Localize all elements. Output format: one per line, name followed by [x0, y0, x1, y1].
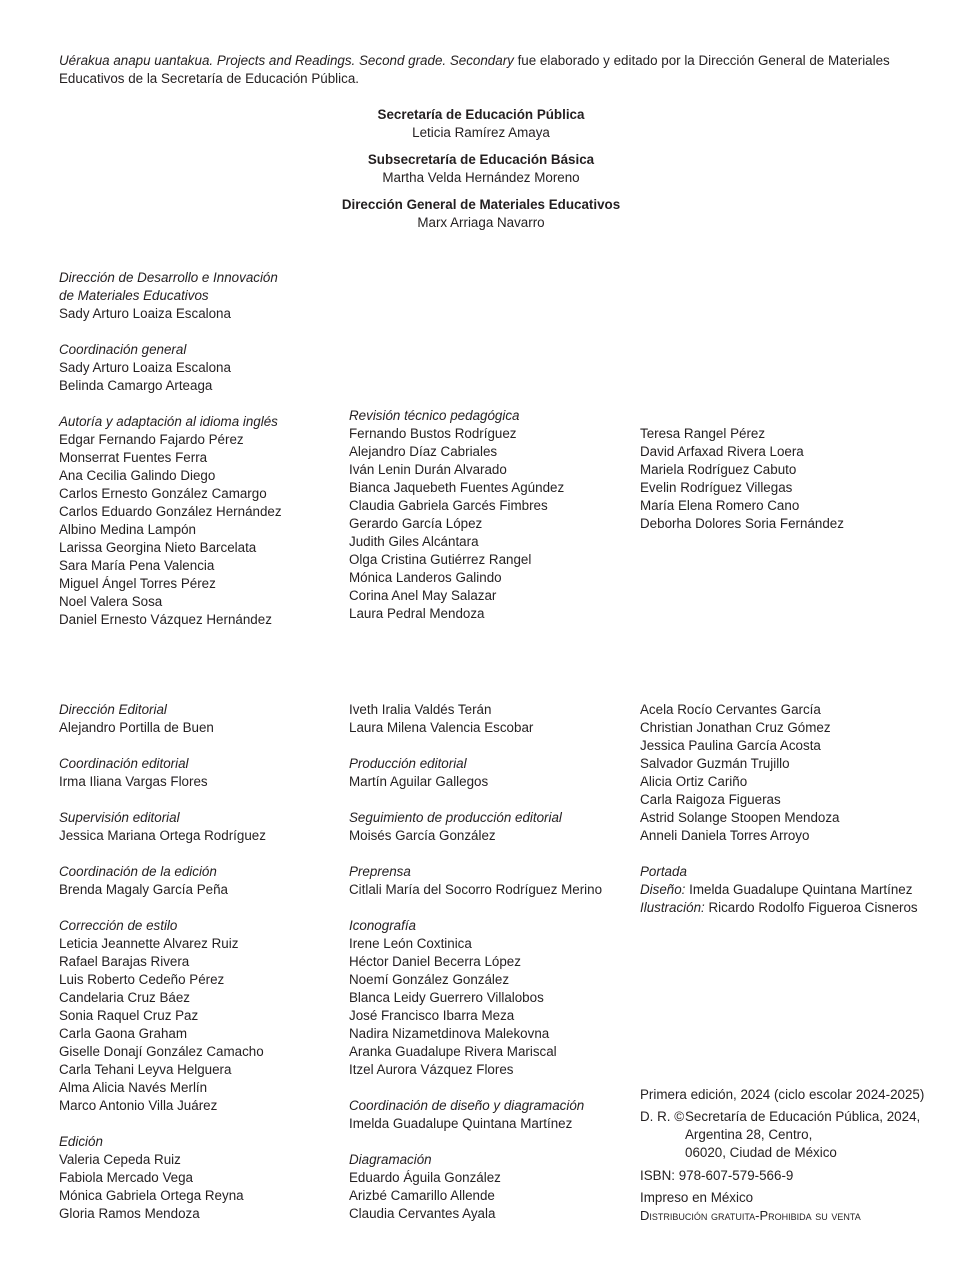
person-name: Laura Pedral Mendoza	[349, 606, 485, 621]
book-title: Uérakua anapu uantakua. Projects and Readings. Second grade. Secondary	[59, 53, 514, 68]
credits-lower-col2	[349, 701, 634, 1223]
section-direccion-editorial	[59, 701, 344, 737]
distribution-notice: Distribución gratuita-Prohibida su venta	[640, 1208, 861, 1223]
printed-in: Impreso en México	[640, 1190, 754, 1205]
person-name: Gerardo García López	[349, 516, 483, 531]
person-name: Salvador Guzmán Trujillo	[640, 756, 790, 771]
credits-upper-col1	[59, 269, 339, 629]
section-title: Producción editorial	[349, 756, 467, 771]
person-name: Fabiola Mercado Vega	[59, 1170, 193, 1185]
section-coordinacion-general	[59, 341, 339, 395]
section-autoria	[59, 413, 339, 629]
person-name: Marco Antonio Villa Juárez	[59, 1098, 218, 1113]
section-title: Dirección de Desarrollo e Innovación	[59, 270, 278, 285]
person-name: Sady Arturo Loaiza Escalona	[59, 360, 231, 375]
person-name: Deborha Dolores Soria Fernández	[640, 516, 844, 531]
diseno-label: Diseño:	[640, 882, 686, 897]
authority-name: Martha Velda Hernández Moreno	[382, 170, 580, 185]
person-name: Valeria Cepeda Ruiz	[59, 1152, 181, 1167]
person-name: Claudia Cervantes Ayala	[349, 1206, 496, 1221]
person-name: Giselle Donají González Camacho	[59, 1044, 264, 1059]
person-name: Leticia Jeannette Alvarez Ruiz	[59, 936, 239, 951]
person-name: Olga Cristina Gutiérrez Rangel	[349, 552, 532, 567]
person-name: Sonia Raquel Cruz Paz	[59, 1008, 199, 1023]
person-name: Judith Giles Alcántara	[349, 534, 479, 549]
imprint	[640, 1086, 940, 1225]
isbn: ISBN: 978-607-579-566-9	[640, 1168, 794, 1183]
ilustracion-label: Ilustración:	[640, 900, 705, 915]
person-name: Mónica Gabriela Ortega Reyna	[59, 1188, 244, 1203]
person-name: Itzel Aurora Vázquez Flores	[349, 1062, 514, 1077]
section-title: Coordinación general	[59, 342, 187, 357]
person-name: Carla Tehani Leyva Helguera	[59, 1062, 232, 1077]
person-name: Laura Milena Valencia Escobar	[349, 720, 534, 735]
person-name: Acela Rocío Cervantes García	[640, 702, 821, 717]
person-name: Héctor Daniel Becerra López	[349, 954, 521, 969]
person-name: Bianca Jaquebeth Fuentes Agúndez	[349, 480, 565, 495]
person-name: Jessica Mariana Ortega Rodríguez	[59, 828, 266, 843]
credits-lower-col1	[59, 701, 344, 1223]
person-name: Rafael Barajas Rivera	[59, 954, 190, 969]
person-name: Carla Raigoza Figueras	[640, 792, 781, 807]
edition-info: Primera edición, 2024 (ciclo escolar 2024-2025)	[640, 1087, 925, 1102]
person-name: Arizbé Camarillo Allende	[349, 1188, 495, 1203]
copyright-block	[640, 1108, 940, 1162]
person-name: Alma Alicia Navés Merlín	[59, 1080, 208, 1095]
credits-upper-col2	[349, 407, 634, 623]
person-name: Sara María Pena Valencia	[59, 558, 215, 573]
person-name: Alicia Ortiz Cariño	[640, 774, 748, 789]
section-title: Iconografía	[349, 918, 416, 933]
authority-sep	[0, 106, 962, 142]
person-name: Noel Valera Sosa	[59, 594, 163, 609]
person-name: Imelda Guadalupe Quintana Martínez	[349, 1116, 573, 1131]
section-title: Corrección de estilo	[59, 918, 178, 933]
person-name: Citlali María del Socorro Rodríguez Merino	[349, 882, 603, 897]
person-name: Aranka Guadalupe Rivera Mariscal	[349, 1044, 557, 1059]
section-title: Diagramación	[349, 1152, 432, 1167]
person-name: José Francisco Ibarra Meza	[349, 1008, 515, 1023]
copyright-label: D. R. ©	[640, 1109, 685, 1124]
section-title: Edición	[59, 1134, 103, 1149]
section-preprensa	[349, 863, 634, 899]
copyright-line: Argentina 28, Centro,	[685, 1127, 813, 1142]
person-name: Anneli Daniela Torres Arroyo	[640, 828, 810, 843]
person-name: Moisés García González	[349, 828, 496, 843]
portada-ilustracion	[640, 899, 930, 917]
section-title: Coordinación de diseño y diagramación	[349, 1098, 585, 1113]
person-name: Noemí González González	[349, 972, 510, 987]
section-title: Coordinación editorial	[59, 756, 189, 771]
person-name: Fernando Bustos Rodríguez	[349, 426, 517, 441]
authority-seb	[0, 151, 962, 187]
copyright-line: 06020, Ciudad de México	[685, 1145, 837, 1160]
portada-diseno	[640, 881, 930, 899]
section-coordinacion-diseno	[349, 1097, 634, 1133]
person-name: Evelin Rodríguez Villegas	[640, 480, 793, 495]
authority-name: Leticia Ramírez Amaya	[412, 125, 550, 140]
authority-title: Dirección General de Materiales Educativos	[341, 197, 621, 212]
person-name: Irene León Coxtinica	[349, 936, 472, 951]
person-name: Christian Jonathan Cruz Gómez	[640, 720, 831, 735]
person-name: Edgar Fernando Fajardo Pérez	[59, 432, 244, 447]
section-title: Revisión técnico pedagógica	[349, 408, 520, 423]
intro-text: fue elaborado y editado por la Dirección General de Materiales Educativos de la Secretaría de Educación Pública.	[59, 53, 890, 86]
person-name: Sady Arturo Loaiza Escalona	[59, 306, 231, 321]
person-name: Martín Aguilar Gallegos	[349, 774, 489, 789]
authority-title: Secretaría de Educación Pública	[377, 107, 585, 122]
section-title: Dirección Editorial	[59, 702, 167, 717]
person-name: Gloria Ramos Mendoza	[59, 1206, 200, 1221]
section-title: Seguimiento de producción editorial	[349, 810, 562, 825]
section-direccion	[59, 269, 339, 323]
section-seguimiento-produccion	[349, 809, 634, 845]
intro-paragraph	[59, 52, 909, 88]
person-name: Mónica Landeros Galindo	[349, 570, 502, 585]
person-name: Carlos Eduardo González Hernández	[59, 504, 282, 519]
section-iconografia	[349, 917, 634, 1079]
section-coordinacion-edicion	[59, 863, 344, 899]
person-name: Iveth Iralia Valdés Terán	[349, 702, 492, 717]
section-title: Autoría y adaptación al idioma inglés	[59, 414, 278, 429]
person-name: Nadira Nizametdinova Malekovna	[349, 1026, 550, 1041]
person-name: Blanca Leidy Guerrero Villalobos	[349, 990, 544, 1005]
copyright-line: Secretaría de Educación Pública, 2024,	[685, 1109, 921, 1124]
person-name: Teresa Rangel Pérez	[640, 426, 766, 441]
person-name: Ana Cecilia Galindo Diego	[59, 468, 216, 483]
person-name: Mariela Rodríguez Cabuto	[640, 462, 797, 477]
section-correccion-estilo	[59, 917, 344, 1115]
person-name: Carlos Ernesto González Camargo	[59, 486, 267, 501]
person-name: Jessica Paulina García Acosta	[640, 738, 821, 753]
person-name: Daniel Ernesto Vázquez Hernández	[59, 612, 272, 627]
section-title: Coordinación de la edición	[59, 864, 217, 879]
section-title: Portada	[640, 864, 687, 879]
person-name: Belinda Camargo Arteaga	[59, 378, 213, 393]
person-name: Astrid Solange Stoopen Mendoza	[640, 810, 840, 825]
person-name: Larissa Georgina Nieto Barcelata	[59, 540, 257, 555]
person-name: David Arfaxad Rivera Loera	[640, 444, 804, 459]
section-title: de Materiales Educativos	[59, 288, 209, 303]
person-name: Monserrat Fuentes Ferra	[59, 450, 208, 465]
person-name: Brenda Magaly García Peña	[59, 882, 228, 897]
person-name: Iván Lenin Durán Alvarado	[349, 462, 507, 477]
section-title: Preprensa	[349, 864, 411, 879]
person-name: Irma Iliana Vargas Flores	[59, 774, 208, 789]
section-title: Supervisión editorial	[59, 810, 180, 825]
person-name: Claudia Gabriela Garcés Fimbres	[349, 498, 548, 513]
section-supervision-editorial	[59, 809, 344, 845]
authority-dgme	[0, 196, 962, 232]
person-name: Corina Anel May Salazar	[349, 588, 497, 603]
section-portada	[640, 863, 930, 917]
section-revision	[349, 407, 634, 623]
section-diagramacion	[349, 1151, 634, 1223]
person-name: Ricardo Rodolfo Figueroa Cisneros	[704, 900, 918, 915]
person-name: Candelaria Cruz Báez	[59, 990, 190, 1005]
person-name: Luis Roberto Cedeño Pérez	[59, 972, 225, 987]
section-edicion	[59, 1133, 344, 1223]
person-name: María Elena Romero Cano	[640, 498, 800, 513]
section-produccion-editorial	[349, 755, 634, 791]
credits-lower-col3	[640, 701, 930, 917]
person-name: Eduardo Águila González	[349, 1170, 501, 1185]
authorities	[0, 106, 962, 241]
person-name: Alejandro Portilla de Buen	[59, 720, 214, 735]
person-name: Carla Gaona Graham	[59, 1026, 188, 1041]
person-name: Alejandro Díaz Cabriales	[349, 444, 498, 459]
credits-upper-col3	[640, 425, 940, 533]
authority-title: Subsecretaría de Educación Básica	[367, 152, 595, 167]
person-name: Miguel Ángel Torres Pérez	[59, 576, 216, 591]
person-name: Albino Medina Lampón	[59, 522, 196, 537]
person-name: Imelda Guadalupe Quintana Martínez	[685, 882, 913, 897]
authority-name: Marx Arriaga Navarro	[417, 215, 545, 230]
section-coordinacion-editorial	[59, 755, 344, 791]
